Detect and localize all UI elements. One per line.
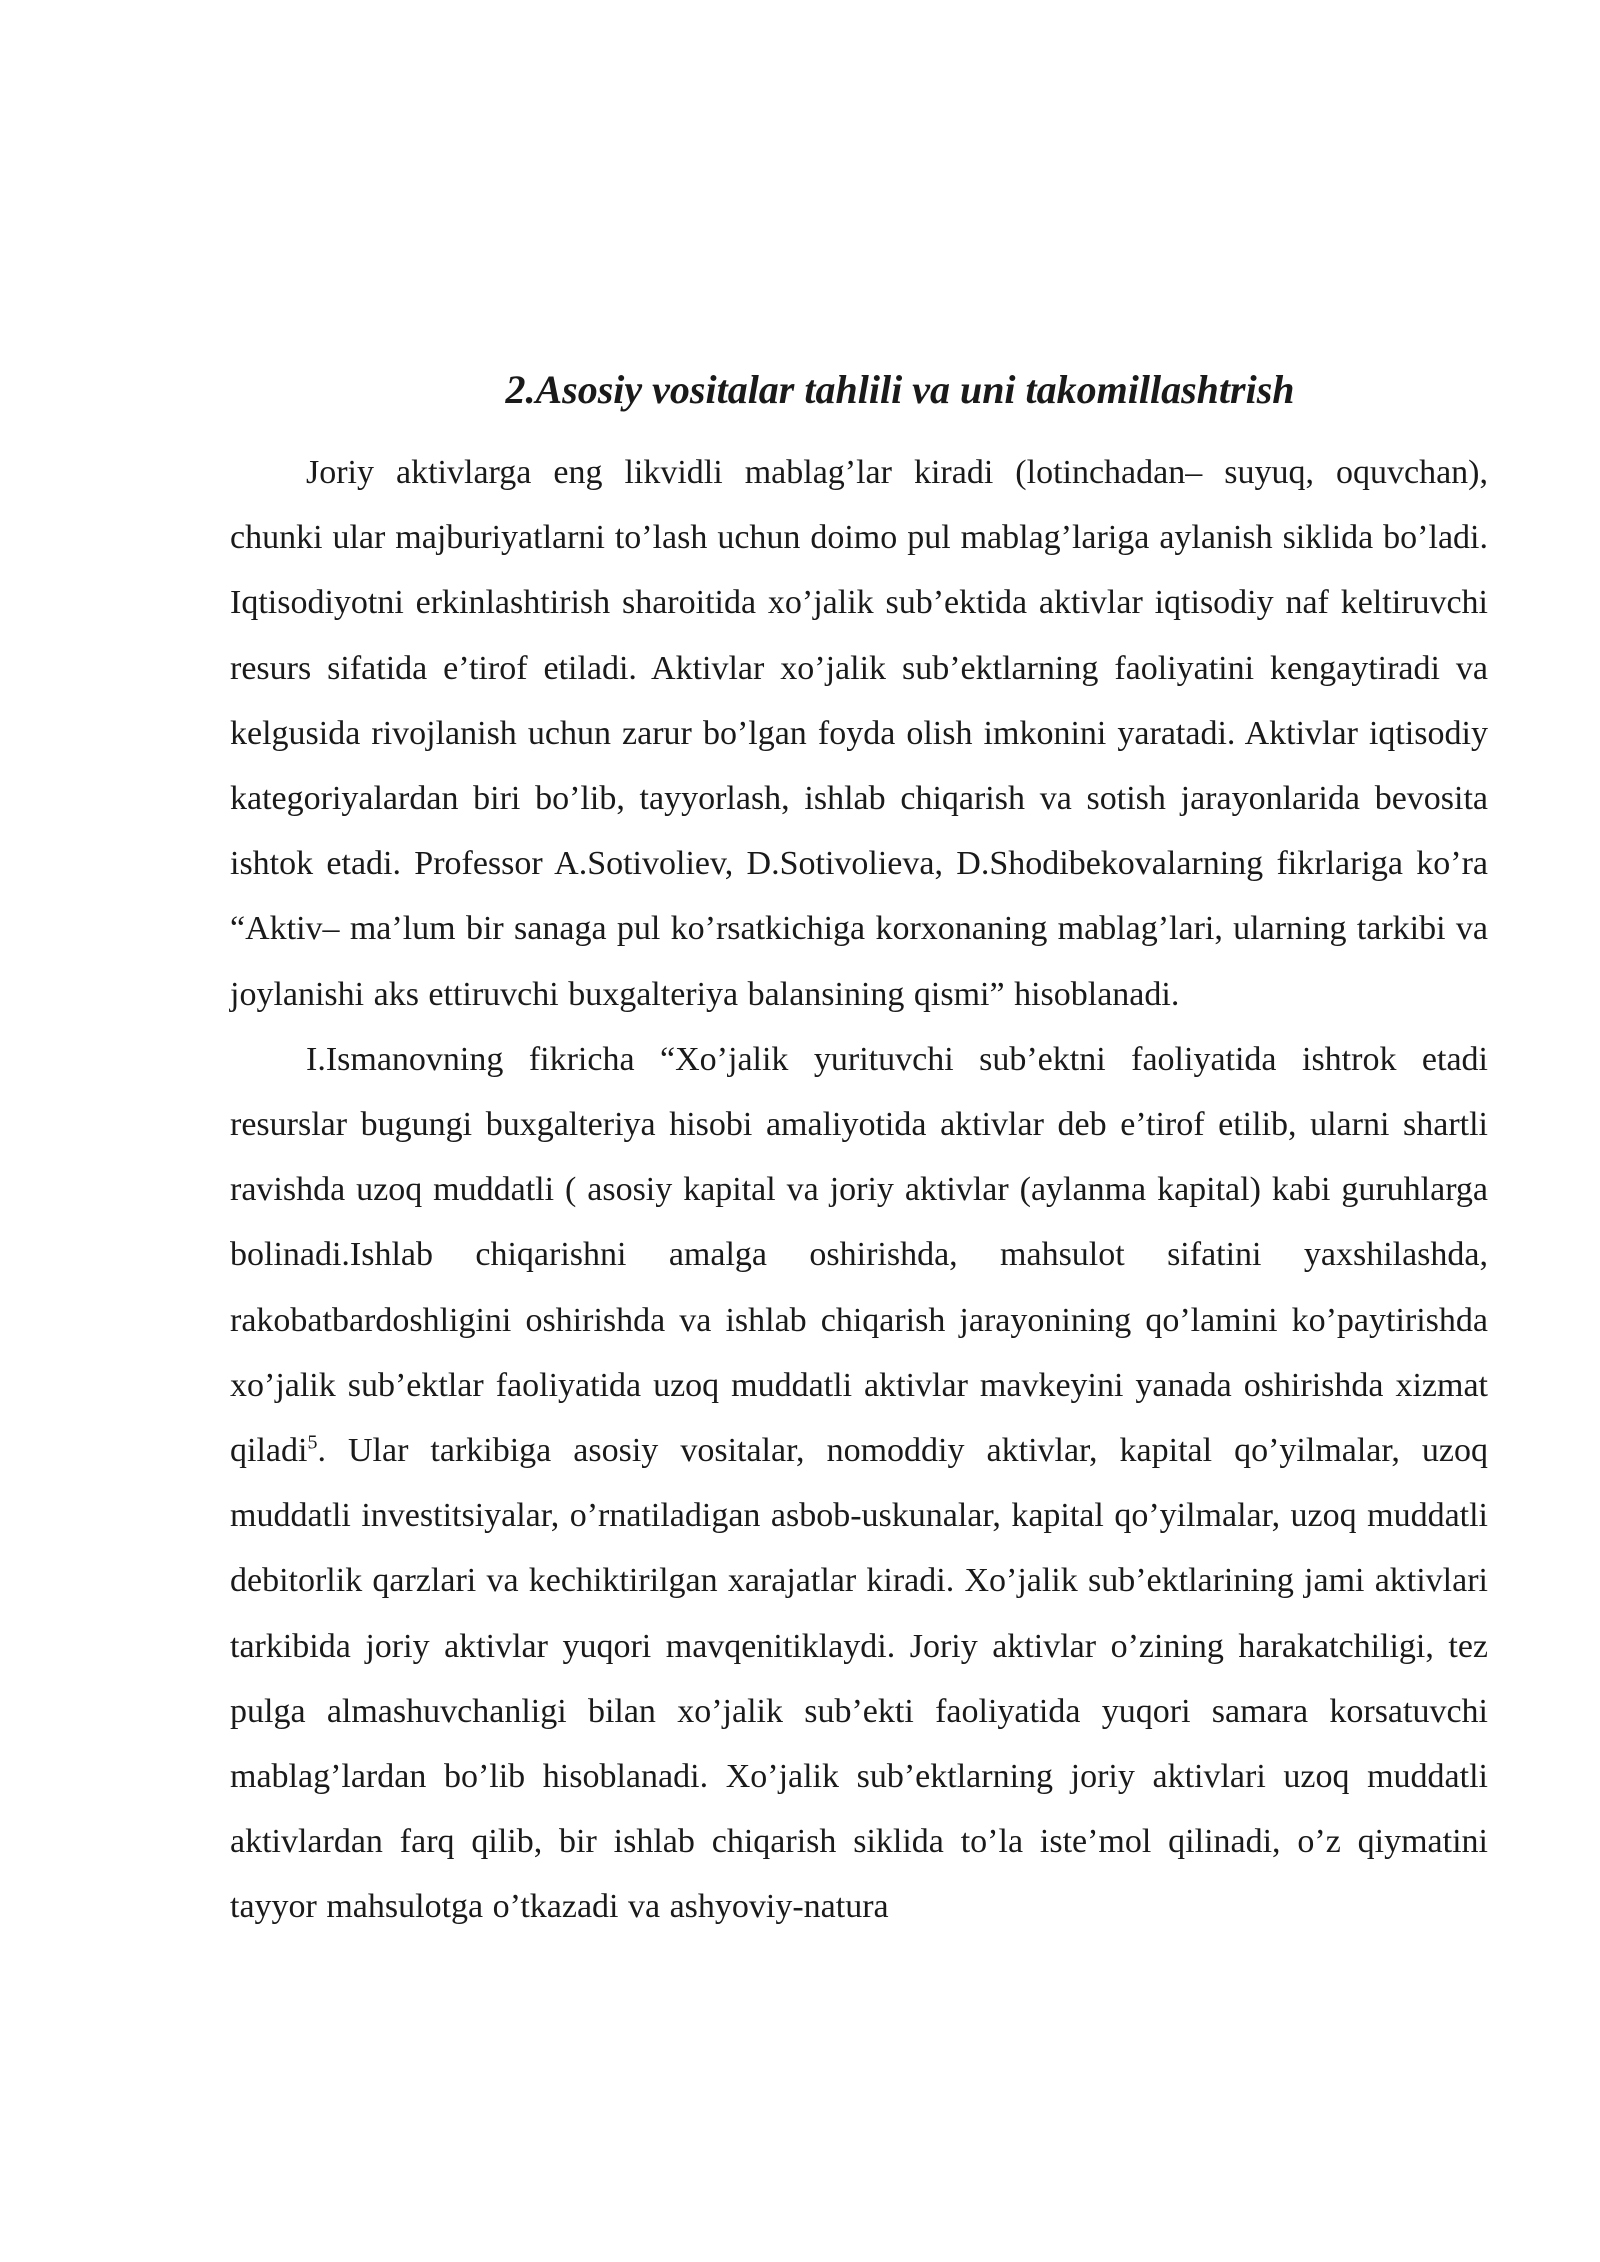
paragraph-2	[230, 1027, 1488, 1940]
paragraph-1: Joriy aktivlarga eng likvidli mablag’lar kiradi (lotinchadan– suyuq, oquvchan), chunki ular majburiyatlarni to’lash uchun doimo pul mablag’lariga aylanish siklida bo’ladi. Iqtisodiyotni erkinlashtirish sharoitida xo’jalik sub’ektida aktivlar iqtisodiy naf keltiruvchi resurs sifatida e’tirof etiladi. Aktivlar xo’jalik sub’ektlarning faoliyatini kengaytiradi va kelgusida rivojlanish uchun zarur bo’lgan foyda olish imkonini yaratadi. Aktivlar iqtisodiy kategoriyalardan biri bo’lib, tayyorlash, ishlab chiqarish va sotish jarayonlarida bevosita ishtok etadi. Professor A.Sotivoliev, D.Sotivolieva, D.Shodibekovalarning fikrlariga ko’ra “Aktiv– ma’lum bir sanaga pul ko’rsatkichiga korxonaning mablag’lari, ularning tarkibi va joylanishi aks ettiruvchi buxgalteriya balansining qismi” hisoblanadi.	[230, 454, 1488, 1013]
paragraph-2-text-before-footnote: I.Ismanovning fikricha “Xo’jalik yurituvchi sub’ektni faoliyatida ishtrok etadi resurslar bugungi buxgalteriya hisobi amaliyotida aktivlar deb e’tirof etilib, ularni shartli ravishda uzoq muddatli ( asosiy kapital va joriy aktivlar (aylanma kapital) kabi guruhlarga bolinadi.Ishlab chiqarishni amalga oshirishda, mahsulot sifatini yaxshilashda, rakobatbardoshligini oshirishda va ishlab chiqarish jarayonining qo’lamini ko’paytirishda xo’jalik sub’ektlar faoliyatida uzoq muddatli aktivlar mavkeyini yanada oshirishda xizmat qiladi	[230, 1040, 1488, 1470]
body-text	[230, 440, 1488, 1940]
paragraph-2-text-after-footnote: . Ular tarkibiga asosiy vositalar, nomoddiy aktivlar, kapital qo’yilmalar, uzoq muddatli investitsiyalar, o’rnatiladigan asbob-uskunalar, kapital qo’yilmalar, uzoq muddatli debitorlik qarzlari va kechiktirilgan xarajatlar kiradi. Xo’jalik sub’ektlarining jami aktivlari tarkibida joriy aktivlar yuqori mavqenitiklaydi. Joriy aktivlar o’zining harakatchiligi, tez pulga almashuvchanligi bilan xo’jalik sub’ekti faoliyatida yuqori samara korsatuvchi mablag’lardan bo’lib hisoblanadi. Xo’jalik sub’ektlarning joriy aktivlari uzoq muddatli aktivlardan farq qilib, bir ishlab chiqarish siklida to’la iste’mol qilinadi, o’z qiymatini tayyor mahsulotga o’tkazadi va ashyoviy-natura	[230, 1432, 1488, 1926]
section-title: 2.Asosiy vositalar tahlili va uni takomillashtrish	[505, 367, 1295, 412]
footnote-mark[interactable]: 5	[307, 1431, 318, 1454]
